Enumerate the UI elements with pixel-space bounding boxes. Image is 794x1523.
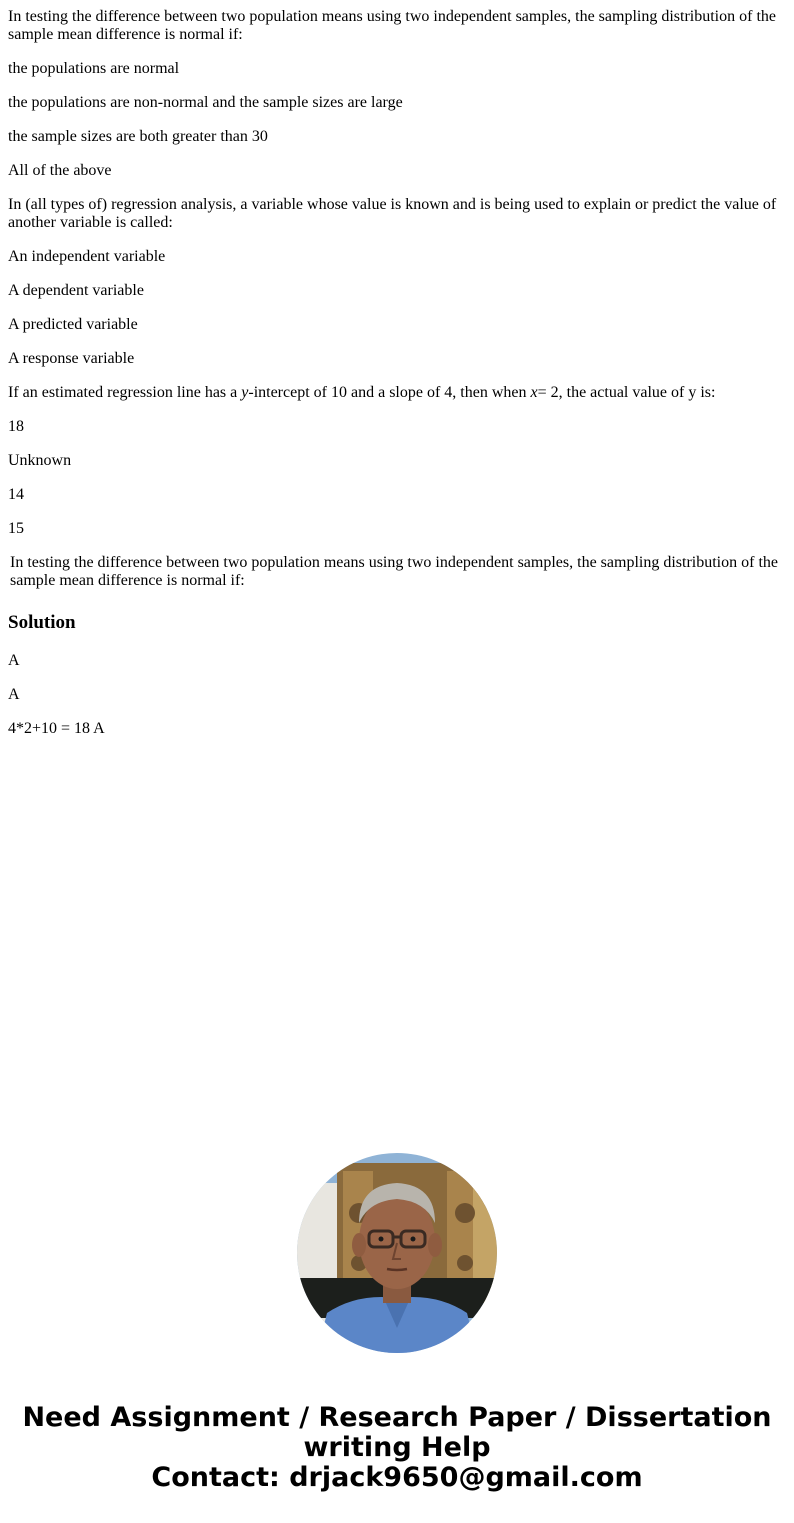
solution-answer: A: [8, 652, 20, 669]
solution-heading: Solution: [8, 612, 76, 633]
question-3-prompt-part: If an estimated regression line has a: [8, 384, 242, 401]
footer-contact: Contact: drjack9650@gmail.com: [151, 1462, 643, 1493]
contact-footer: [0, 1403, 794, 1493]
question-2-option: A predicted variable: [8, 316, 138, 333]
question-2-option: A dependent variable: [8, 282, 144, 299]
question-3-option: 14: [8, 486, 24, 503]
question-3-prompt-part: = 2, the actual value of y is:: [537, 384, 716, 401]
question-3-prompt: [8, 384, 786, 402]
solution-answer: 4*2+10 = 18 A: [8, 720, 105, 737]
question-2-option: A response variable: [8, 350, 135, 367]
document-body: [8, 8, 786, 754]
question-1-option: the sample sizes are both greater than 30: [8, 128, 268, 145]
author-photo: [297, 1153, 497, 1353]
question-1-prompt: In testing the difference between two population means using two independent samples, the sampling distribution of the sample mean difference is normal if:: [8, 8, 776, 43]
author-avatar: [297, 1153, 497, 1353]
footer-line: writing Help: [303, 1432, 491, 1463]
question-3-var-x: x: [530, 384, 538, 401]
repeated-prompt: In testing the difference between two population means using two independent samples, the sampling distribution of the sample mean difference is normal if:: [10, 554, 778, 589]
question-3-var-y: y: [241, 384, 249, 401]
question-1-option: the populations are non-normal and the sample sizes are large: [8, 94, 403, 111]
question-1-option: the populations are normal: [8, 60, 180, 77]
question-2-prompt: In (all types of) regression analysis, a variable whose value is known and is being used to explain or predict the value of another variable is called:: [8, 196, 777, 231]
footer-line: Need Assignment / Research Paper / Dissertation: [22, 1402, 772, 1433]
question-3-prompt-part: -intercept of 10 and a slope of 4, then when: [248, 384, 531, 401]
question-3-option: 15: [8, 520, 24, 537]
question-3-option: Unknown: [8, 452, 72, 469]
solution-answer: A: [8, 686, 20, 703]
question-3-option: 18: [8, 418, 24, 435]
question-2-option: An independent variable: [8, 248, 166, 265]
question-1-option: All of the above: [8, 162, 112, 179]
